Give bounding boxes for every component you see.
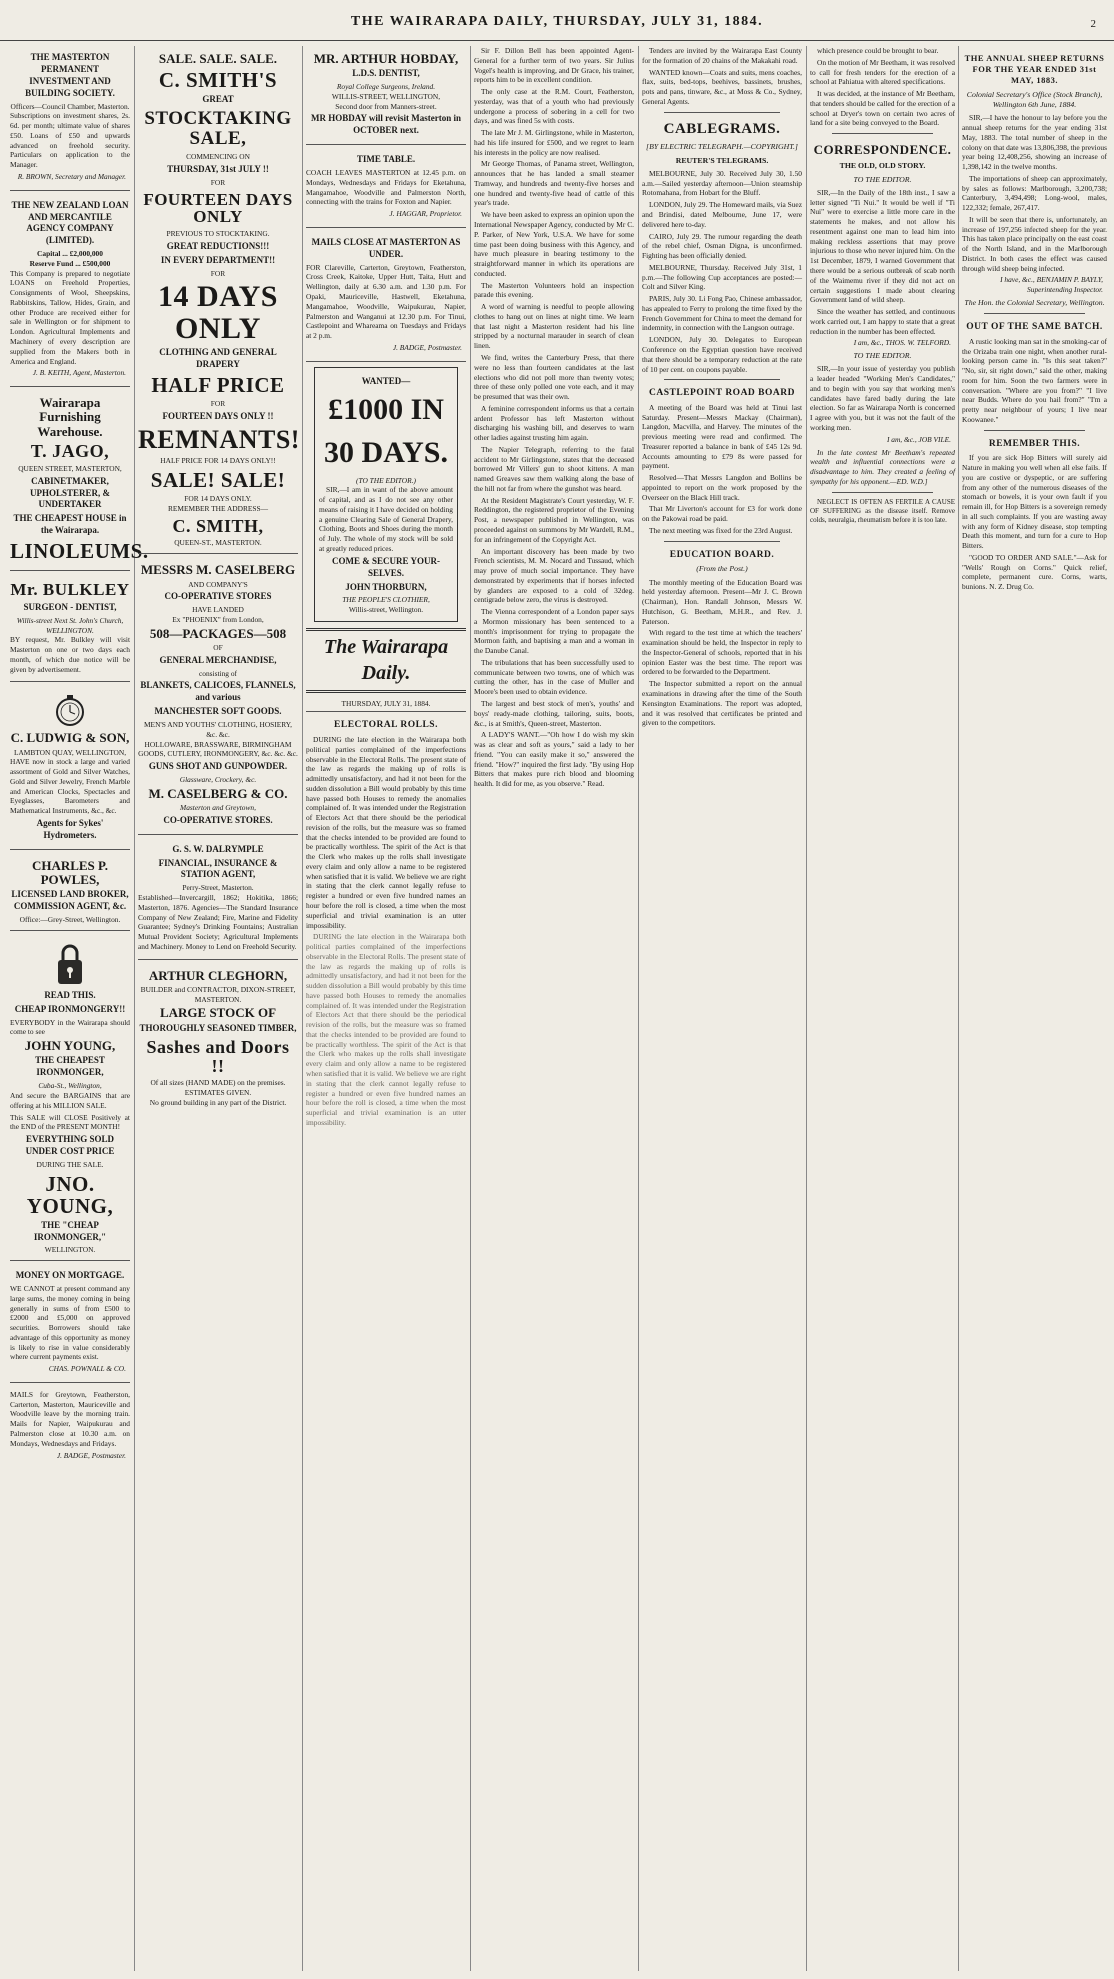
advert-line: IN EVERY DEPARTMENT!!: [160, 254, 276, 265]
letter-signature: I am, &c., THOS. W. TELFORD.: [853, 338, 951, 348]
article-body: DURING the late election in the Wairarapa both political parties complained of the imperfections observable in the Electoral Rolls. The present state of the law as regards the making up of rolls is admittedly unsatisfactory, and had it not been for the sudden dissolution a Bill would probably by this time have passed both Houses to remedy the anomalies complained of. It was intended under the Registration of Electors Act that there should be the periodical revision of the rolls, but the measure was so framed that the checks intended to be provided are found to be practically worthless. The spirit of the Act is that the Clerk who makes up the rolls shall investigate every claim and only allow a name to be registered when satisfied that it is valid. We believe we are right in stating that the clerk cannot legally refuse to register a hundred or even five hundred names an hour before the roll is closed, a time when the most superficial and trivial examination is an utter impossibility.: [306, 734, 466, 930]
advert-line: MR HOBDAY will revisit Masterton in OCTOBER next.: [311, 113, 461, 136]
advert-line: PREVIOUS TO STOCKTAKING.: [166, 229, 270, 239]
report-signature: I have, &c., BENJAMIN P. BAYLY, Superintending Inspector.: [1000, 275, 1103, 295]
news-paragraph: The Napier Telegraph, referring to the fatal accident to Mr Girlingstone, states that the deceased borrowed Mr Villers' gun to shoot kittens. A man named Greaves saw them walking along the base of the hill not far from where the gunshot was heard.: [474, 444, 634, 493]
advert-headline: STOCKTAKING SALE,: [144, 108, 292, 150]
advertiser-name: MESSRS M. CASELBERG: [140, 562, 296, 578]
column-rule: [958, 46, 959, 1971]
section-subheading: THE OLD, OLD STORY.: [839, 161, 926, 171]
cable-paragraph: LONDON, July 29. The Homeward mails, via Suez and Brindisi, dated Melbourne, June 17, were delivered here to-day.: [642, 200, 802, 229]
news-paragraph: The tribulations that has been successfully used to communicate between two towns, one of which was cutting the other, has in the case of Muller and Moore's been used to obtain evidence.: [474, 657, 634, 697]
advertiser-name: G. S. W. DALRYMPLE: [172, 843, 264, 854]
advert-paragraph: If you are sick Hop Bitters will surely aid Nature in making you well when all else fails. If you are costive or dyspeptic, or are suffering from any other of the numerous diseases of the stomach or bowels, it is your own fault if you remain ill, for Hop Bitters is a sovereign remedy in all such complaints. If you are wasting away with any form of Kidney disease, stop tempting Death this moment, and turn for a cure to Hop Bitters.: [962, 453, 1107, 551]
column-rule: [806, 46, 807, 1971]
section-byline: TO THE EDITOR.: [853, 351, 912, 361]
advertiser-name: Mr. BULKLEY: [10, 580, 130, 600]
advert-address: WILLIS-STREET, WELLINGTON,: [331, 91, 441, 101]
advert-powles: [10, 853, 130, 931]
section-rule: [832, 133, 933, 134]
advert-tagline: Agents for Sykes' Hydrometers.: [36, 818, 104, 840]
read-this-heading: READ THIS.: [44, 989, 96, 1000]
advert-line: GUNS SHOT AND GUNPOWDER.: [148, 761, 288, 772]
advert-body: SIR,—I am in want of the above amount of capital, and as I do not see any other means of raising it I have decided on holding a genuine Clearing Sale of General Drapery, Clothing, Boots and Shoes during the month of July. The whole of my stock will be sold at greatly reduced prices.: [319, 485, 453, 553]
news-paragraph: Mr George Thomas, of Panama street, Wellington, announces that he has landed a small steamer Tramway, and hundreds and twenty-five horses and one hundred and twenty-five head of cattle of this year's trade.: [474, 159, 634, 208]
cable-paragraph: PARIS, July 30. Li Fong Pao, Chinese ambassador, has appealed to Ferry to prolong the time fixed by the French Government for China to meet the demand for indemnity, in connection with the Langson outrage.: [642, 294, 802, 333]
advert-signature: J. BADGE, Postmaster.: [392, 342, 462, 352]
advert-body: WE CANNOT at present command any large sums, the money coming in being generally in sums of from £500 to £2000 and £5,000 on approved securities. Borrowers should take advantage of this opportunity as money is likely to rise in value considerably where current payments exist.: [10, 1284, 130, 1362]
advert-signature: R. BROWN, Secretary and Manager.: [17, 171, 126, 181]
advert-headline: REMNANTS!: [138, 424, 300, 454]
news-paragraph: WANTED known—Coats and suits, mens coaches, flax, suits, bed-tops, beehives, bassinets, brushes, pots and pans, tinware, &c., at Moss & Co., Sydney, General Agents.: [642, 67, 802, 106]
letter-paragraph: SIR,—In your issue of yesterday you publish a leader headed "Working Men's Candidates," and to begin with you say that working men's candidates have fared badly during the late election. So far as Wairarapa North is concerned I agree with you, but it was not the fault of the working men.: [810, 364, 955, 432]
advert-headline: 14 DAYS ONLY: [158, 280, 278, 345]
news-paragraph: SIR,—I have the honour to lay before you the annual sheep returns for the year ending 31st May, 1883. The total number of sheep in the colony on that date was 13,806,398, the previous year being 12,408,256, showing an increase of 1,398,142 in the twelve months.: [962, 113, 1107, 172]
advert-line: OF: [213, 642, 223, 652]
column-1: [10, 46, 149, 1971]
section-heading: CASTLEPOINT ROAD BOARD: [649, 388, 795, 399]
cable-paragraph: MELBOURNE, Thursday. Received July 31st, 1 p.m.—The following Cup acceptances are posted:—Colt and Silver King.: [642, 262, 802, 292]
advert-title: CHEAP IRONMONGERY!!: [14, 1003, 126, 1014]
advert-line: COME & SECURE YOUR-SELVES.: [332, 555, 440, 578]
column-rule: [134, 46, 135, 1971]
reserve-line: Reserve Fund ... £500,000: [29, 258, 111, 268]
cable-paragraph: CAIRO, July 29. The rumour regarding the death of the rebel chief, Osman Digna, is unconfirmed. Fighting has been officially denied.: [642, 231, 802, 261]
advert-line: FOR: [210, 268, 226, 278]
advertiser-name: C. LUDWIG & SON,: [10, 730, 130, 746]
column-4: [474, 46, 634, 1971]
news-paragraph: It was decided, at the instance of Mr Beetham, that tenders should be called for the erection of a school at Dryer's town on certain two acres of land for a site being conveyed to the Board.: [810, 89, 955, 128]
article-heading: ELECTORAL ROLLS.: [334, 720, 438, 731]
advert-line: MANCHESTER SOFT GOODS.: [154, 706, 282, 717]
advert-address: Cuba-St., Wellington,: [38, 1081, 102, 1091]
advert-subtitle: DURING THE SALE.: [36, 1159, 104, 1169]
advert-headline: HALF PRICE: [151, 373, 285, 398]
advert-line: FOR: [210, 399, 226, 409]
section-byline: (From the Post.): [696, 564, 748, 574]
column-7: [962, 46, 1107, 1971]
cable-paragraph: MELBOURNE, July 30. Received July 30, 1.50 a.m.—Sailed yesterday afternoon—Union steamship Rotomahana, from Hobart for the Bluff.: [642, 168, 802, 198]
advertiser-name: CHARLES P. POWLES,: [31, 857, 109, 888]
story-paragraph: A rustic looking man sat in the smoking-car of the Orizaba train one night, when another rural-looking person came in. "Is this seat taken?" "No, sir, sit right down," said the other, making room for him. Soon the two farmers were in conversation. "Where are you from?" "I live near Budds. Where do you hail from?" "I'm a pretty near neighbour of yours; I live near Koowanee.": [962, 336, 1107, 424]
advert-wanted-box: [314, 367, 458, 622]
advert-line: COMMENCING ON: [186, 152, 250, 162]
advert-line: MEN'S AND YOUTHS' CLOTHING, HOSIERY, &c. &c.: [143, 720, 293, 739]
advert-headline: £1000 IN: [328, 393, 444, 427]
advert-line: AND COMPANY'S: [188, 579, 248, 589]
advert-title: THE MASTERTON PERMANENT INVESTMENT AND BUILDING SOCIETY.: [25, 52, 115, 98]
news-paragraph: We find, writes the Canterbury Press, that there were no less than fourteen candidates at the last elections who did not poll more than twenty votes; three of these only polled one vote each, and it may be presumed that was their own.: [474, 352, 634, 402]
news-paragraph: The next meeting was fixed for the 23rd August.: [649, 525, 793, 535]
advert-body: And secure the BARGAINS that are offering at his MILLION SALE.: [10, 1090, 130, 1110]
advert-line: Glassware, Crockery, &c.: [179, 774, 257, 784]
advert-ludwig: [10, 685, 130, 849]
advert-line: BLANKETS, CALICOES, FLANNELS, and various: [140, 680, 296, 703]
news-paragraph: It will be seen that there is, unfortunately, an increase of 197,256 infected sheep for the year. This has taken place principally on the east coast of the North Island, and in the Marlborough District. In both cases the effect was caused through wild sheep being infected.: [962, 214, 1107, 273]
news-paragraph: On the motion of Mr Beetham, it was resolved to call for fresh tenders for the erection of a school at Pahiatua with altered specifications.: [810, 57, 955, 87]
column-rule: [470, 46, 471, 1971]
watch-icon: [53, 693, 87, 727]
section-rule: [664, 379, 780, 380]
advert-caselberg: [138, 557, 298, 834]
section-heading: CORRESPONDENCE.: [813, 142, 952, 158]
section-heading: REMEMBER THIS.: [988, 438, 1081, 449]
advertiser-name: M. CASELBERG & CO.: [148, 785, 288, 801]
advert-signature: J. HAGGAR, Proprietor.: [389, 209, 462, 219]
advert-line: REMEMBER THE ADDRESS—: [167, 503, 269, 513]
news-paragraph: which presence could be brought to bear.: [817, 46, 939, 55]
advert-line: WANTED—: [361, 375, 411, 386]
column-3: [306, 46, 466, 1971]
advert-date: THURSDAY, 31st JULY !!: [167, 163, 269, 174]
news-paragraph: The only case at the R.M. Court, Featherston, yesterday, was that of a youth who had previously undergone a process of sobering in a cell for two days, and was fined 5s with costs.: [474, 87, 634, 126]
advert-trade: SURGEON - DENTIST,: [23, 601, 117, 612]
notice-mails-close: [306, 231, 466, 362]
section-rule: [984, 313, 1085, 314]
advert-title: MONEY ON MORTGAGE.: [15, 1270, 125, 1281]
advert-title: THE NEW ZEALAND LOAN AND MERCANTILE AGENCY COMPANY (LIMITED).: [11, 199, 129, 246]
section-heading: EDUCATION BOARD.: [669, 549, 775, 560]
advert-trade: LICENSED LAND BROKER, COMMISSION AGENT, &c.: [11, 889, 129, 912]
advert-headline: SALE! SALE!: [150, 467, 286, 492]
advert-line: FOR: [210, 177, 226, 187]
advert-body: HAVE now in stock a large and varied assortment of Gold and Silver Watches, Gold and Silver Jewelry, French Marble and American Clocks, Spectacles and Eyeglasses, Barometers and Mathematical Instruments, &c., &c.: [10, 757, 130, 816]
advert-headline: LARGE STOCK OF: [159, 1005, 277, 1021]
column-2: [138, 46, 298, 1971]
advertiser-name: ARTHUR CLEGHORN,: [148, 967, 288, 983]
news-paragraph: The importations of sheep can approximately, by sales as follows: Marlborough, 3,200,738; Canterbury, 3,494,498; Long-wool, males, 122,332; female, 267,417.: [962, 173, 1107, 213]
advert-body: BY request, Mr. Bulkley will visit Masterton on one or two days each month, of which due notice will be given by advertisement.: [10, 635, 130, 674]
section-heading: OUT OF THE SAME BATCH.: [966, 322, 1103, 333]
news-paragraph: We have been asked to express an opinion upon the International Newspaper Agency, conducted by Mr C. P. Parker, of New York, U.S.A. We have for some time past been doing business with this Agency, and have much pleasure in bearing testimony to the straightforward manner in which its operations are conducted.: [474, 210, 634, 278]
column-rule: [638, 46, 639, 1971]
section-rule: [664, 112, 780, 113]
news-paragraph: At the Resident Magistrate's Court yesterday, W. F. Reddington, the registered proprietor of the Evening Post, a newspaper published in Wellington, was proceeded against on summons by Mr Wardell, R.M., for an infringement of the Copyright Act.: [474, 495, 634, 544]
advert-tagline: THE CHEAPEST HOUSE in the Wairarapa.: [13, 513, 127, 536]
section-rule: [984, 430, 1085, 431]
news-paragraph: The Vienna correspondent of a London paper says a Mormon missionary has been sentenced to a month's imprisonment for trying to propagate the Mormon faith, and baptising a man and a woman in the Danube Canal.: [474, 607, 634, 656]
section-heading: CABLEGRAMS.: [663, 120, 781, 137]
advert-line: THE PEOPLE'S CLOTHIER,: [342, 595, 430, 605]
advert-line: GENERAL MERCHANDISE,: [159, 654, 277, 665]
news-paragraph: A word of warning is needful to people allowing clothes to hang out on lines at night time. We learn that last night a Masterton resident had his line stripped by a nocturnal marauder in search of clean linen.: [474, 302, 634, 351]
advert-line: HAVE LANDED: [192, 605, 244, 615]
advert-title: Wairarapa Furnishing Warehouse.: [37, 395, 103, 439]
advert-paragraph: "GOOD TO ORDER AND SALE."—Ask for "Wells' Rough on Corns." Quick relief, complete, permanent cure. Corns, warts, bunions. N. Z. Drug Co.: [962, 552, 1107, 592]
advert-signature: J. BADGE, Postmaster.: [56, 1450, 126, 1460]
section-subheading: REUTER'S TELEGRAMS.: [675, 155, 769, 165]
advert-line: Of all sizes (HAND MADE) on the premises. ESTIMATES GIVEN.: [150, 1078, 286, 1098]
advert-trade: BUILDER and CONTRACTOR, DIXON-STREET, MASTERTON.: [140, 984, 296, 1004]
section-byline: [BY ELECTRIC TELEGRAPH.—COPYRIGHT.]: [646, 142, 798, 152]
advert-headline: EVERYTHING SOLD UNDER COST PRICE: [25, 1134, 115, 1156]
news-paragraph: The Masterton Volunteers hold an inspection parade this evening.: [474, 280, 634, 300]
advertiser-name: T. JAGO,: [30, 440, 110, 461]
cable-paragraph: LONDON, July 30. Delegates to European Conference on the Egyptian question have received that there should be a temporary reduction at the rate of 10 per cent. on coupons payable.: [642, 335, 802, 374]
section-rule: [664, 541, 780, 542]
advert-body: Established—Invercargill, 1862; Hokitika, 1866; Masterton, 1876. Agencies—The Standard Insurance Company of New Zealand; Fire, Marine and Fidelity Guarantee; Sydney's Drinking Fountains; Australian Mutual Provident Society; Agricultural Implements and Machinery. Money to Lend on Freehold Security.: [138, 893, 298, 951]
notice-timetable: [306, 148, 466, 228]
advert-hobday: [306, 46, 466, 145]
advert-paragraph: NEGLECT IS OFTEN AS FERTILE A CAUSE OF SUFFERING as the disease itself. Remove colds, neuralgia, rheumatism before it is too late.: [810, 497, 955, 525]
advert-line: FOURTEEN DAYS ONLY !!: [162, 411, 274, 422]
advert-dalrymple: [138, 838, 298, 960]
advertiser-name: JOHN YOUNG,: [24, 1038, 116, 1054]
advert-money: [10, 1264, 130, 1383]
editor-note: In the late contest Mr Beetham's repeated wealth and influential connections were a disadvantage to him. They created a feeling of sympathy for his opponent.—ED. W.D.]: [810, 447, 955, 486]
news-paragraph: The monthly meeting of the Education Board was held yesterday afternoon. Present—Mr J. C. Brown (Chairman), Hon. Randall Johnson, Messrs W. Hutchison, G. Beetham, M.H.R., and Rev. J. Paterson.: [642, 577, 802, 626]
advert-headline: SALE. SALE. SALE.: [158, 51, 278, 66]
paper-nameplate: The Wairarapa Daily.: [306, 628, 466, 693]
advert-cleghorn: [138, 963, 298, 1113]
advert-address: WELLINGTON.: [44, 1245, 96, 1255]
advert-line: consisting of: [199, 668, 237, 678]
paper-dateline: THURSDAY, JULY 31, 1884.: [306, 699, 466, 713]
news-paragraph: A LADY'S WANT.—"Oh how I do wish my skin was as clear and soft as yours," said a lady to her friend. "You can easily make it so," answered the friend. "How?" inquired the first lady. "By using Hop Bitters that makes pure rich blood and blooming health. It did for me, as you observe." Read.: [474, 730, 634, 789]
advert-trade: L.D.S. DENTIST,: [352, 68, 420, 79]
news-paragraph: With regard to the test time at which the teachers' examination should be held, the Inspector in reply to the Inspector-General of schools, reported that in his opinion Easter was the best time. The report was ordered to be forwarded to the Department.: [642, 628, 802, 677]
advert-title: TIME TABLE.: [356, 154, 416, 165]
advert-line: HOLLOWARE, BRASSWARE, BIRMINGHAM GOODS, CUTLERY, IRONMONGERY, &c. &c. &c.: [138, 739, 298, 759]
advert-smith-sale: [138, 46, 298, 554]
news-paragraph: An important discovery has been made by two French scientists, M. M. Nocard and Tussaud, which may prove of much social importance. They have demonstrated by experiments that if horses infected by glanders are exposed to a cold of 32deg. centigrade below zero, the virus is destroyed.: [474, 546, 634, 605]
advertiser-name: MR. ARTHUR HOBDAY,: [313, 51, 459, 66]
advert-body: This SALE will CLOSE Positively at the END of the PRESENT MONTH!: [10, 1112, 130, 1132]
notice-mails: [10, 1386, 130, 1468]
advert-address: LAMBTON QUAY, WELLINGTON,: [13, 747, 127, 757]
advert-line: FOR 14 DAYS ONLY.: [184, 494, 252, 504]
advert-address: Office:—Grey-Street, Wellington.: [19, 915, 121, 925]
news-paragraph: The largest and best stock of men's, youths' and boys' ready-made clothing, tailoring, suits, boots, &c., is at Smith's, Queen-street, Masterton.: [474, 699, 634, 728]
advert-trade: THE CHEAPEST IRONMONGER,: [35, 1055, 105, 1078]
advert-line: (TO THE EDITOR.): [356, 475, 416, 485]
advert-headline: 508—PACKAGES—508: [149, 625, 287, 641]
advert-headline: FOURTEEN DAYS ONLY: [143, 189, 293, 227]
section-byline: Colonial Secretary's Office (Stock Branch), Wellington 6th June, 1884.: [966, 89, 1103, 109]
section-heading: THE ANNUAL SHEEP RETURNS FOR THE YEAR ENDED 31st MAY, 1883.: [964, 53, 1105, 86]
advert-body: COACH LEAVES MASTERTON at 12.45 p.m. on Mondays, Wednesdays and Fridays for Eketahuna, Mangamahoe, Woodville and Palmerston North, connecting with the trains for Foxton and Napier.: [306, 168, 466, 207]
news-paragraph: Sir F. Dillon Bell has been appointed Agent-General for a further term of two years. Sir Julius Vogel's health is improving, and Dr Grace, his trainer, reports him to be in excellent condition.: [474, 46, 634, 85]
advert-line: Royal College Surgeons, Ireland.: [336, 82, 436, 92]
advertiser-name: C. SMITH'S: [158, 68, 278, 93]
news-paragraph: A meeting of the Board was held at Tinui last Saturday. Present—Messrs Mackay (Chairman), Langdon, Macvilla, and Harvey. The minutes of the previous meeting were read and confirmed. The Treasurer reported a balance in bank of £45 12s 9d. Accounts amounting to £79 8s were passed for payment.: [642, 402, 802, 471]
advert-trade: FINANCIAL, INSURANCE & STATION AGENT,: [158, 857, 278, 880]
report-addressee: The Hon. the Colonial Secretary, Wellington.: [964, 298, 1105, 307]
advert-address: Willis-street, Wellington.: [348, 605, 424, 615]
section-rule: [832, 492, 933, 493]
column-5: [642, 46, 802, 1971]
advert-furnishing: [10, 390, 149, 571]
masthead: [0, 0, 1114, 41]
advert-line: GREAT REDUCTIONS!!!: [166, 240, 270, 251]
advert-signature: JOHN THORBURN,: [345, 581, 427, 592]
advert-dentist: [10, 574, 130, 682]
column-6: [810, 46, 955, 1971]
advert-line: CLOTHING AND GENERAL DRAPERY: [159, 347, 277, 370]
letter-paragraph: SIR,—In the Daily of the 18th inst., I saw a letter signed "Ti Nui." It would be well if "Ti Nui" were to exercise a little more care in the statements he makes, and not allow his resentment against one man to lead him into making reckless assertions that may prove injurious to those who never injured him. On the 1st December, 1879, I warned Government that there would be a serious outbreak of scab north of the Waimemu river if they did not act on certain suggestions I made about clearing Government land of wild sheep.: [810, 187, 955, 305]
advert-line: CO-OPERATIVE STORES.: [163, 814, 273, 825]
advert-signature: J. B. KEITH, Agent, Masterton.: [32, 368, 126, 378]
article-continued: [306, 932, 466, 1127]
advert-address: QUEEN STREET, MASTERTON,: [18, 463, 122, 473]
news-paragraph: That Mr Liverton's account for £3 for work done on the Pakowai road be paid.: [642, 504, 802, 524]
advertiser-name: JNO. YOUNG,: [26, 1171, 114, 1218]
advert-address: Perry-Street, Masterton.: [182, 883, 254, 893]
advert-body: MAILS for Greytown, Featherston, Carterton, Masterton, Mauriceville and Woodville leave by the morning train. Mails for Napier, Waipukurau and Palmerston close at 10.30 a.m. on Mondays, Wednesdays and Fridays.: [10, 1389, 130, 1448]
advert-address: Willis-street Next St. John's Church, WELLINGTON.: [16, 615, 124, 635]
advert-body: EVERYBODY in the Wairarapa should come to see: [10, 1017, 130, 1037]
advert-ironmongery: [10, 934, 130, 1261]
advert-address: QUEEN-ST., MASTERTON.: [174, 538, 262, 548]
advert-headline: Sashes and Doors !!: [146, 1036, 290, 1076]
column-rule: [302, 46, 303, 1971]
advert-headline: 30 DAYS.: [324, 436, 448, 470]
masthead-title: THE WAIRARAPA DAILY, THURSDAY, JULY 31, 1884.: [350, 14, 764, 29]
news-paragraph: A feminine correspondent informs us that a certain ardent Professor has left Masterton without discharging his washing bill, and deserves to warn other ladies against trusting him again.: [474, 403, 634, 443]
advert-line: HALF PRICE FOR 14 DAYS ONLY!!: [160, 456, 276, 466]
padlock-icon: [55, 942, 85, 986]
letter-paragraph: Since the weather has settled, and continuous work carried out, I am happy to state that a great reduction in the number has been effected.: [810, 307, 955, 336]
news-paragraph: Resolved—That Messrs Langdon and Bollins be appointed to report on the work proposed by the Overseer on the Black Hill track.: [642, 473, 802, 502]
advert-body: Subscriptions on investment shares, 2s. 6d. per month; ultimate value of shares £50. Loans of £50 and upwards advanced on freehold security. Particulars on application to the Manager.: [10, 111, 130, 170]
advert-line: CO-OPERATIVE STORES: [164, 591, 272, 602]
advert-address: Masterton and Greytown,: [180, 803, 256, 812]
advert-line: Second door from Manners-street.: [335, 101, 437, 111]
advert-line: Ex "PHOENIX" from London,: [172, 614, 264, 624]
news-paragraph: The Inspector submitted a report on the annual examinations in drawing after the time of the South Kensington Examinations. The report was adopted, and it was resolved that certificates be printed and given to the competitors.: [642, 679, 802, 728]
advert-headline: LINOLEUMS.: [10, 539, 149, 563]
advert-trade: CABINETMAKER, UPHOLSTERER, & UNDERTAKER: [29, 475, 110, 510]
advert-subtitle: Officers—Council Chamber, Masterton.: [10, 101, 130, 111]
advert-body: FOR Clareville, Carterton, Greytown, Featherston, Cross Creek, Kaitoke, Upper Hutt, Taita, Hutt and Wellington, daily at 6.30 a.m. and 1.30 p.m. For Opaki, Mauriceville, Hastwell, Eketahuna, Mangamahoe, Woodville, Waipukurau, Napier, Palmerston and Wanganui at 12.30 p.m. For Tinui, Castlepoint and Whareama on Tuesdays and Fridays at 2 p.m.: [306, 262, 466, 341]
advert-building-society: [10, 46, 130, 191]
advert-line: No ground building in any part of the District.: [149, 1097, 287, 1107]
advert-title: MAILS CLOSE AT MASTERTON AS UNDER.: [311, 236, 461, 259]
advert-loan-agency: [10, 194, 130, 387]
news-paragraph: Tenders are invited by the Wairarapa East County for the formation of 20 chains of the Makakahi road.: [642, 46, 802, 65]
letter-signature: I am, &c., JOB VILE.: [886, 434, 951, 444]
page-number: 2: [1090, 18, 1096, 30]
news-paragraph: The late Mr J. M. Girlingstone, while in Masterton, had his life insured for £500, and we regret to learn his interests in the policy are now realised.: [474, 128, 634, 157]
article-body: DURING the late election in the Wairarapa both political parties complained of the imperfections observable in the Electoral Rolls. The present state of the law as regards the making up of rolls is admittedly unsatisfactory, and had it not been for the sudden dissolution a Bill would probably by this time have passed both Houses to remedy the anomalies complained of. It was intended under the Registration of Electors Act that there should be the periodical revision of the rolls, but the measure was so framed that the checks intended to be provided are found to be practically worthless. The spirit of the Act is that the Clerk who makes up the rolls shall investigate every claim and only allow a name to be registered when satisfied that it is valid. We believe we are right in stating that the clerk cannot legally refuse to register a hundred or even five hundred names an hour before the roll is closed, a time when the most superficial and trivial examination is an utter impossibility.: [306, 932, 466, 1127]
advert-body: This Company is prepared to negotiate LOANS on Freehold Properties, Consignments of Wool, Sheepskins, Rabbitskins, Tallow, Hides, Grain, and other Produce are received either for sale in Wellington or for shipment to London. Agricultural Implements and Machinery of every description are supplied from the Makers both in America and England.: [10, 268, 130, 366]
advert-line: GREAT: [202, 94, 234, 105]
advert-signature: CHAS. POWNALL & CO.: [48, 1364, 126, 1374]
advert-trade: THE "CHEAP IRONMONGER,": [33, 1219, 107, 1242]
capital-line: Capital ... £2,000,000: [37, 249, 103, 259]
advertiser-name: C. SMITH,: [172, 515, 264, 536]
section-byline: TO THE EDITOR.: [853, 174, 912, 184]
advert-line: THOROUGHLY SEASONED TIMBER,: [139, 1022, 297, 1033]
